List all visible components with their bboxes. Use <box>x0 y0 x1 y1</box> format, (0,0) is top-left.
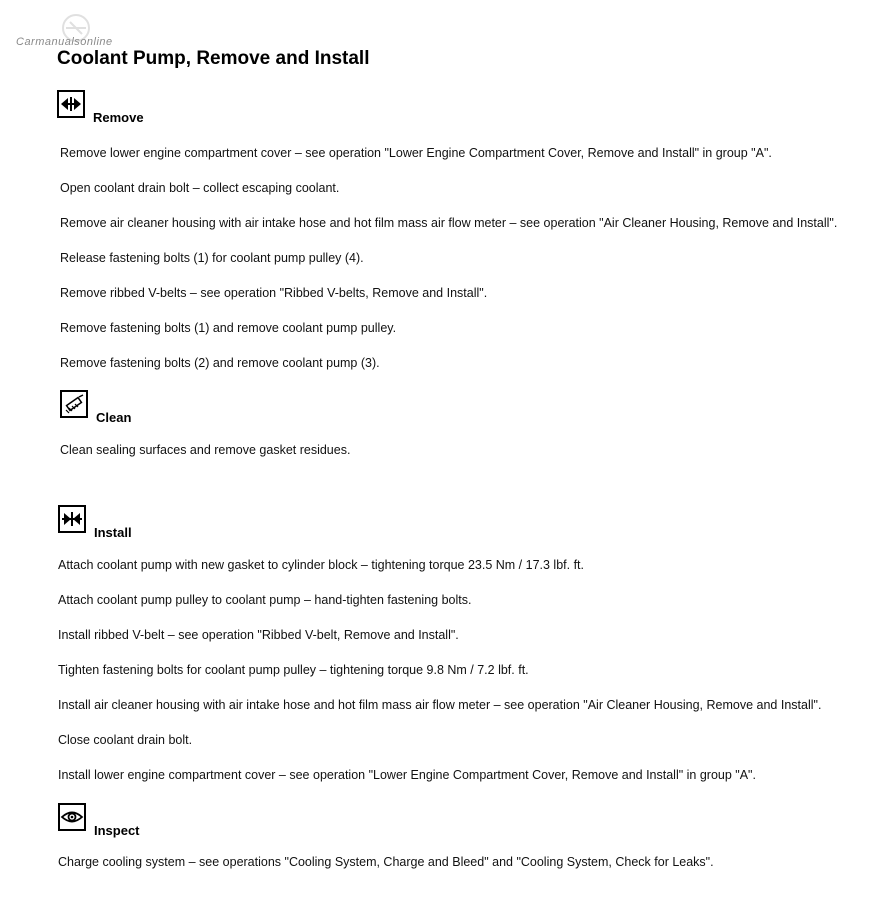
section-title-remove: Remove <box>93 110 144 125</box>
remove-step: Open coolant drain bolt – collect escaping coolant. <box>60 181 340 195</box>
section-title-inspect: Inspect <box>94 823 140 838</box>
watermark-text: Carmanualsonline <box>16 36 113 48</box>
remove-step: Remove lower engine compartment cover – see operation "Lower Engine Compartment Cover, Remove and Install" in group "A". <box>60 146 772 160</box>
clean-brush-icon <box>60 390 88 418</box>
section-header-install <box>58 505 132 540</box>
remove-step: Remove fastening bolts (2) and remove coolant pump (3). <box>60 356 380 370</box>
install-step: Install lower engine compartment cover – see operation "Lower Engine Compartment Cover, Remove and Install" in group "A". <box>58 768 756 782</box>
clean-step: Clean sealing surfaces and remove gasket residues. <box>60 443 351 457</box>
section-header-inspect <box>58 803 140 838</box>
install-step: Attach coolant pump pulley to coolant pump – hand-tighten fastening bolts. <box>58 593 472 607</box>
remove-arrows-icon <box>57 90 85 118</box>
install-arrows-icon <box>58 505 86 533</box>
remove-step: Remove fastening bolts (1) and remove coolant pump pulley. <box>60 321 397 335</box>
install-step: Attach coolant pump with new gasket to cylinder block – tightening torque 23.5 Nm / 17.3 lbf. ft. <box>58 558 584 572</box>
eye-icon <box>58 803 86 831</box>
section-title-clean: Clean <box>96 410 132 425</box>
section-title-install: Install <box>94 525 132 540</box>
section-header-clean <box>60 390 132 425</box>
page-title: Coolant Pump, Remove and Install <box>57 48 370 69</box>
remove-step: Remove air cleaner housing with air intake hose and hot film mass air flow meter – see operation "Air Cleaner Housing, Remove and Install". <box>60 216 838 230</box>
inspect-step: Charge cooling system – see operations "Cooling System, Charge and Bleed" and "Cooling System, Check for Leaks". <box>58 855 714 869</box>
install-step: Install ribbed V-belt – see operation "Ribbed V-belt, Remove and Install". <box>58 628 459 642</box>
install-step: Close coolant drain bolt. <box>58 733 193 747</box>
install-step: Tighten fastening bolts for coolant pump pulley – tightening torque 9.8 Nm / 7.2 lbf. ft. <box>58 663 529 677</box>
install-step: Install air cleaner housing with air intake hose and hot film mass air flow meter – see operation "Air Cleaner Housing, Remove and Install". <box>58 698 822 712</box>
remove-step: Release fastening bolts (1) for coolant pump pulley (4). <box>60 251 364 265</box>
remove-step: Remove ribbed V-belts – see operation "Ribbed V-belts, Remove and Install". <box>60 286 488 300</box>
section-header-remove <box>57 90 144 125</box>
